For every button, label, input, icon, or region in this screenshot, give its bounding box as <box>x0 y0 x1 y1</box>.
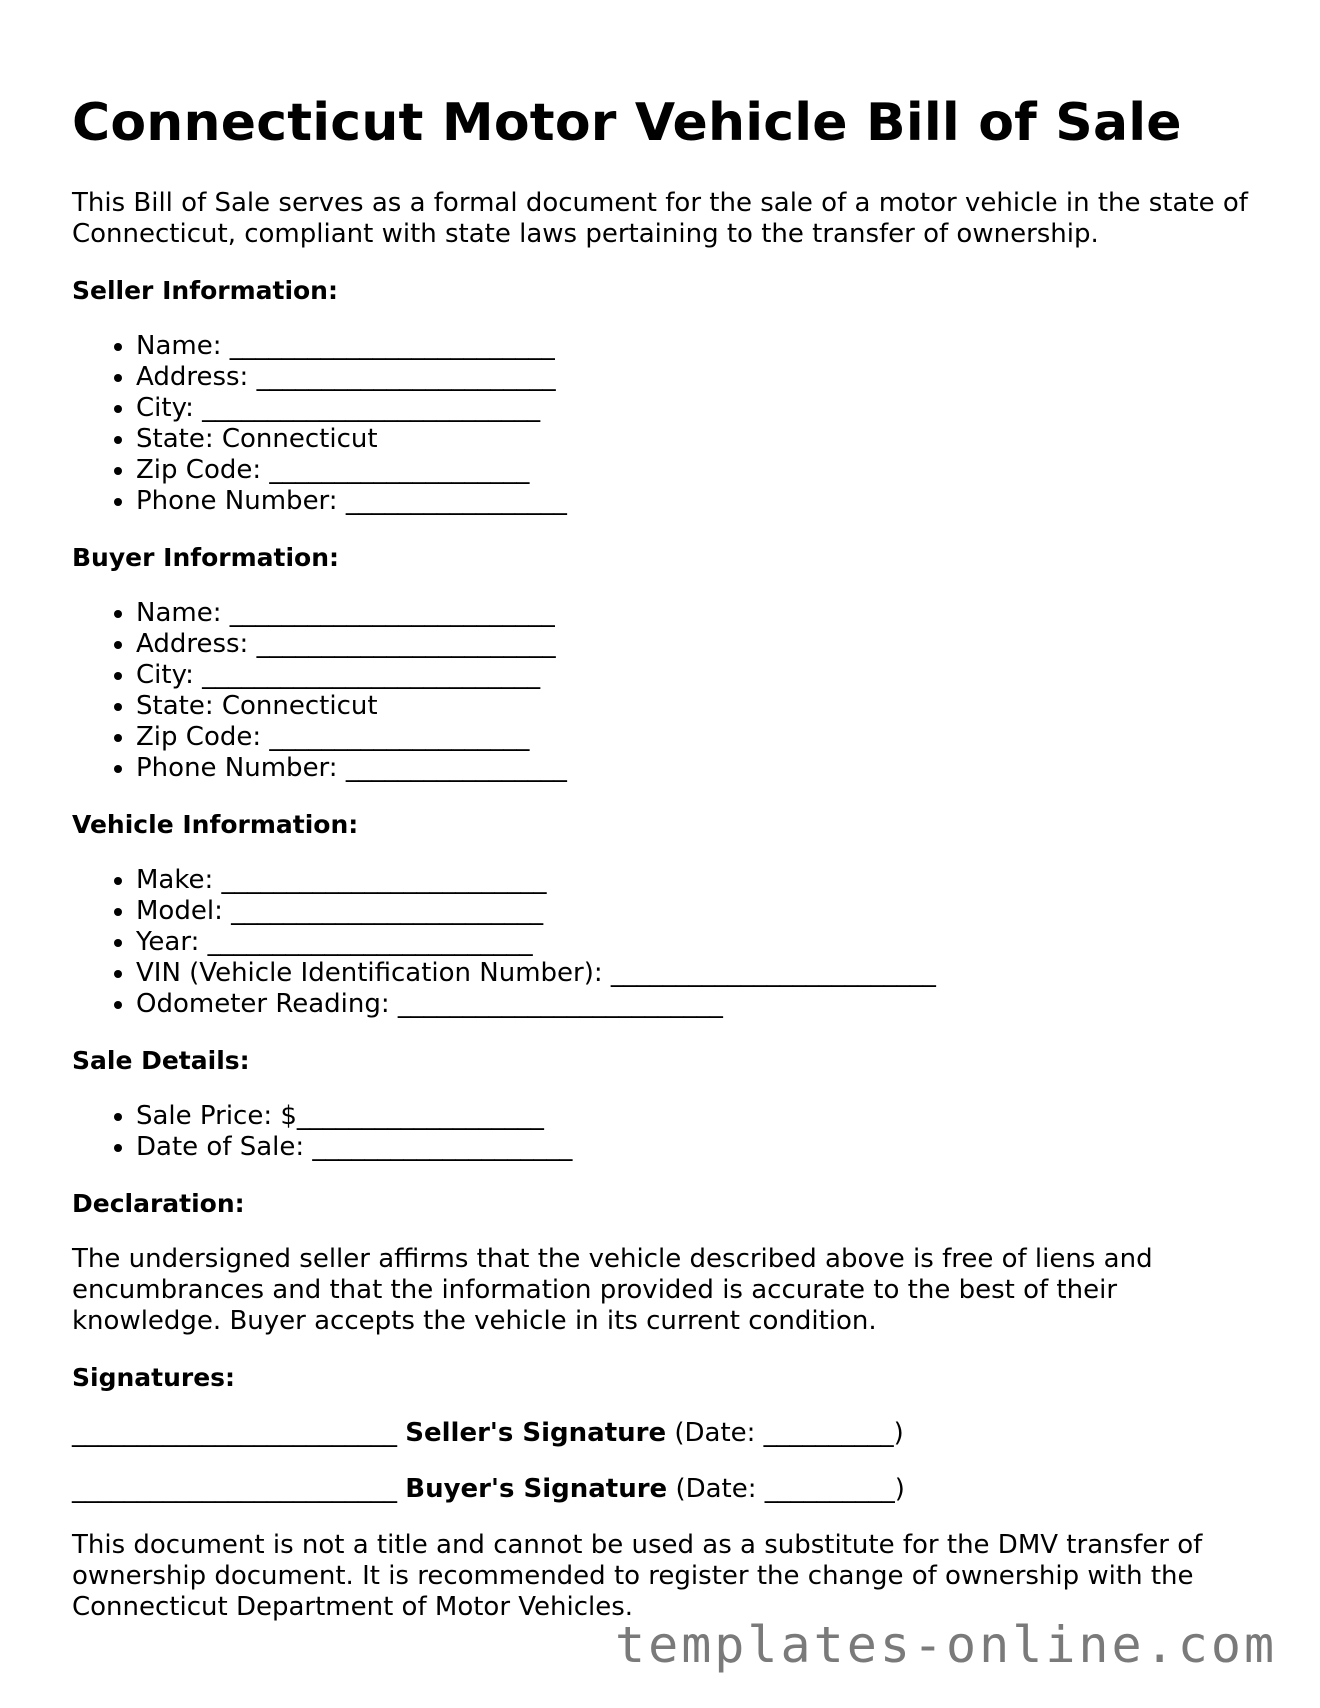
signatures-heading: Signatures: <box>72 1363 236 1392</box>
seller-address-field: • Address: _______________________ <box>136 362 1262 393</box>
seller-signature-label: Seller's Signature <box>405 1418 667 1448</box>
sale-heading: Sale Details: <box>72 1046 250 1075</box>
vehicle-make-field: • Make: _________________________ <box>136 865 1262 896</box>
sale-list <box>72 1101 1262 1163</box>
buyer-zip-field: • Zip Code: ____________________ <box>136 722 1262 753</box>
seller-signature-date: (Date: __________) <box>674 1418 904 1448</box>
buyer-state-field: • State: Connecticut <box>136 691 1262 722</box>
vehicle-model-field: • Model: ________________________ <box>136 896 1262 927</box>
vehicle-list <box>72 865 1262 1020</box>
seller-state-field: • State: Connecticut <box>136 424 1262 455</box>
seller-signature-blank: _________________________ <box>72 1418 397 1448</box>
buyer-city-field: • City: __________________________ <box>136 660 1262 691</box>
declaration-heading: Declaration: <box>72 1189 245 1218</box>
buyer-name-field: • Name: _________________________ <box>136 598 1262 629</box>
vehicle-vin-field: • VIN (Vehicle Identification Number): _________________________ <box>136 958 1262 989</box>
seller-zip-field: • Zip Code: ____________________ <box>136 455 1262 486</box>
vehicle-heading: Vehicle Information: <box>72 810 359 839</box>
seller-list <box>72 331 1262 517</box>
intro-paragraph: This Bill of Sale serves as a formal document for the sale of a motor vehicle in the state of Connecticut, compliant with state laws pertaining to the transfer of ownership. <box>72 188 1248 249</box>
seller-city-field: • City: __________________________ <box>136 393 1262 424</box>
seller-signature-line <box>72 1418 1262 1449</box>
seller-name-field: • Name: _________________________ <box>136 331 1262 362</box>
buyer-signature-line <box>72 1474 1262 1505</box>
document-page <box>72 0 1262 1623</box>
buyer-signature-date: (Date: __________) <box>675 1474 905 1504</box>
declaration-text: The undersigned seller affirms that the vehicle described above is free of liens and encumbrances and that the information provided is accurate to the best of their knowledge. Buyer accepts the vehicle in its current condition. <box>72 1244 1153 1336</box>
sale-price-field: • Sale Price: $___________________ <box>136 1101 1262 1132</box>
vehicle-odometer-field: • Odometer Reading: _________________________ <box>136 989 1262 1020</box>
watermark: templates-online.com <box>615 1616 1278 1674</box>
buyer-address-field: • Address: _______________________ <box>136 629 1262 660</box>
vehicle-year-field: • Year: _________________________ <box>136 927 1262 958</box>
buyer-phone-field: • Phone Number: _________________ <box>136 753 1262 784</box>
page-title: Connecticut Motor Vehicle Bill of Sale <box>72 93 1182 153</box>
footer-note: This document is not a title and cannot be used as a substitute for the DMV transfer of ownership document. It is recommended to register the change of ownership with the Connecticut Department of Motor Vehicles. <box>72 1530 1203 1622</box>
sale-date-field: • Date of Sale: ____________________ <box>136 1132 1262 1163</box>
buyer-signature-blank: _________________________ <box>72 1474 397 1504</box>
buyer-signature-label: Buyer's Signature <box>405 1474 668 1504</box>
buyer-heading: Buyer Information: <box>72 543 340 572</box>
seller-heading: Seller Information: <box>72 276 338 305</box>
seller-phone-field: • Phone Number: _________________ <box>136 486 1262 517</box>
buyer-list <box>72 598 1262 784</box>
